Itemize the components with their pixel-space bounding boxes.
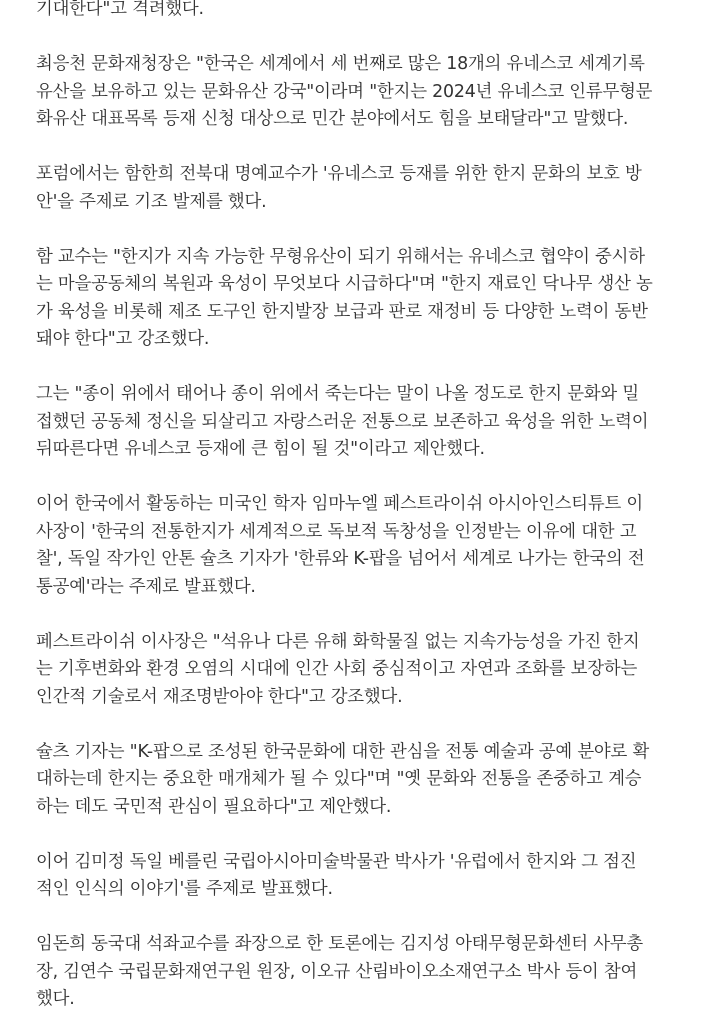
article-body	[36, 0, 670, 1014]
paragraph-line: 함 교수는 "한지가 지속 가능한 무형유산이 되기 위해서는 유네스코 협약이 중시하	[36, 246, 645, 267]
paragraph-spacer	[36, 711, 670, 739]
article-paragraph	[36, 244, 670, 354]
paragraph-line: 안'을 주제로 기조 발제를 했다.	[36, 191, 267, 212]
article-paragraph	[36, 491, 670, 601]
paragraph-spacer	[36, 216, 670, 244]
paragraph-line: 했다.	[36, 989, 75, 1009]
paragraph-line: 장, 김연수 국립문화재연구원 원장, 이오규 산림바이오소재연구소 박사 등이 참여	[36, 961, 638, 982]
paragraph-line: 가 육성을 비롯해 제조 도구인 한지발장 보급과 판로 재정비 등 다양한 노력이 동반	[36, 301, 648, 322]
article-paragraph	[36, 629, 670, 712]
paragraph-line: 기대한다"고 격려했다.	[36, 0, 204, 19]
article-paragraph	[36, 161, 670, 216]
article-paragraph	[36, 849, 670, 904]
paragraph-line: 대하는데 한지는 중요한 매개체가 될 수 있다"며 "옛 문화와 전통을 존중하고 계승	[36, 769, 642, 789]
paragraph-line: 이어 한국에서 활동하는 미국인 학자 임마누엘 페스트라이쉬 아시아인스티튜트 이	[36, 494, 644, 514]
paragraph-line: 유산을 보유하고 있는 문화유산 강국"이라며 "한지는 2024년 유네스코 인류무형문	[36, 81, 653, 102]
paragraph-line: 슐츠 기자는 "K-팝으로 조성된 한국문화에 대한 관심을 전통 예술과 공예 분야로 확	[36, 741, 650, 762]
paragraph-line: 찰', 독일 작가인 안톤 슐츠 기자가 '한류와 K-팝을 넘어서 세계로 나가는 한국의 전	[36, 549, 645, 569]
paragraph-line: 인간적 기술로서 재조명받아야 한다"고 강조했다.	[36, 686, 403, 707]
article-paragraph	[36, 739, 670, 822]
paragraph-line: 포럼에서는 함한희 전북대 명예교수가 '유네스코 등재를 위한 한지 문화의 보호 방	[36, 164, 642, 184]
paragraph-spacer	[36, 821, 670, 849]
paragraph-line: 그는 "종이 위에서 태어나 종이 위에서 죽는다는 말이 나올 정도로 한지 문화와 밀	[36, 384, 639, 404]
paragraph-line: 하는 데도 국민적 관심이 필요하다"고 제안했다.	[36, 796, 392, 817]
paragraph-line: 뒤따른다면 유네스코 등재에 큰 힘이 될 것"이라고 제안했다.	[36, 439, 485, 459]
paragraph-line: 는 기후변화와 환경 오염의 시대에 인간 사회 중심적이고 자연과 조화를 보장하는	[36, 659, 638, 679]
paragraph-line: 적인 인식의 이야기'를 주제로 발표했다.	[36, 879, 333, 899]
paragraph-line: 이어 김미정 독일 베를린 국립아시아미술박물관 박사가 '유럽에서 한지와 그 점진	[36, 851, 637, 872]
article-paragraph	[36, 931, 670, 1014]
paragraph-line: 통공예'라는 주제로 발표했다.	[36, 576, 256, 597]
paragraph-line: 임돈희 동국대 석좌교수를 좌장으로 한 토론에는 김지성 아태무형문화센터 사무총	[36, 934, 644, 954]
paragraph-spacer	[36, 354, 670, 382]
paragraph-spacer	[36, 24, 670, 52]
paragraph-line: 돼야 한다"고 강조했다.	[36, 329, 210, 349]
paragraph-spacer	[36, 134, 670, 162]
paragraph-spacer	[36, 464, 670, 492]
article-paragraph	[36, 51, 670, 134]
article-paragraph	[36, 0, 670, 24]
paragraph-spacer	[36, 904, 670, 932]
article-paragraph	[36, 381, 670, 464]
paragraph-line: 화유산 대표목록 등재 신청 대상으로 민간 분야에서도 힘을 보태달라"고 말했다.	[36, 109, 629, 129]
paragraph-line: 접했던 공동체 정신을 되살리고 자랑스러운 전통으로 보존하고 육성을 위한 노력이	[36, 411, 649, 432]
paragraph-line: 최응천 문화재청장은 "한국은 세계에서 세 번째로 많은 18개의 유네스코 세계기록	[36, 54, 645, 74]
paragraph-line: 는 마을공동체의 복원과 육성이 무엇보다 시급하다"며 "한지 재료인 닥나무 생산 농	[36, 274, 653, 294]
paragraph-spacer	[36, 601, 670, 629]
paragraph-line: 페스트라이쉬 이사장은 "석유나 다른 유해 화학물질 없는 지속가능성을 가진 한지	[36, 631, 640, 652]
paragraph-line: 사장이 '한국의 전통한지가 세계적으로 독보적 독창성을 인정받는 이유에 대한 고	[36, 521, 637, 542]
